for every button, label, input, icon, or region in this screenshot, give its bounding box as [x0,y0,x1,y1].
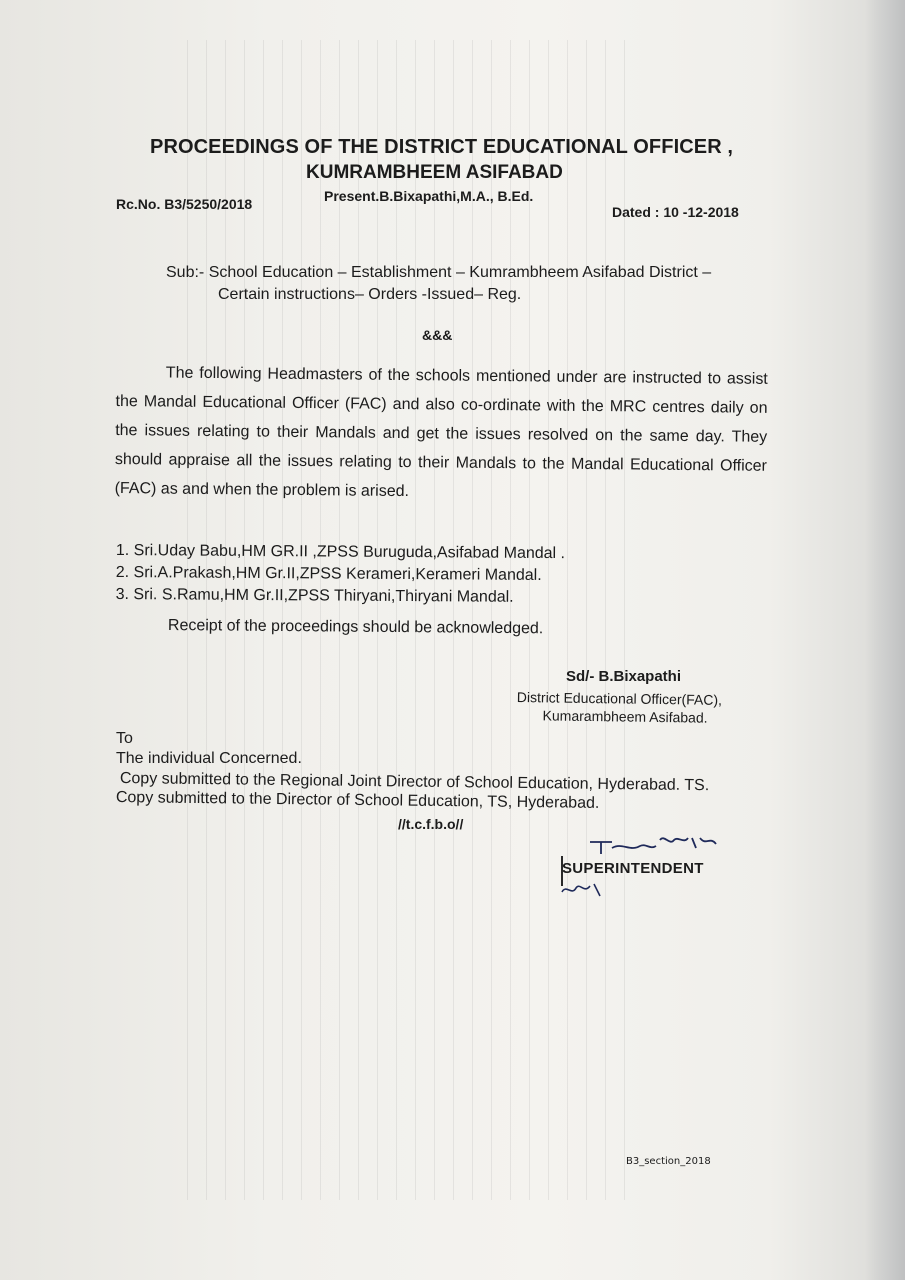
receipt-instruction: Receipt of the proceedings should be acknowledged. [167,617,544,638]
presiding-officer: Present.B.Bixapathi,M.A., B.Ed. [324,188,534,204]
document-date: Dated : 10 -12-2018 [612,204,739,220]
headmaster-list [116,540,566,609]
body-paragraph: The following Headmasters of the schools mentioned under are instructed to assist the Mandal Educational Officer (FAC) and also co-ordinate with the MRC centres daily on the issues relating to their Mandals and get the issues resolved on the same day. They should appraise all the issues relating to their Mandals to the Mandal Educational Officer (FAC) as and when the problem is arised. [114,364,768,501]
designation-place: Kumarambheem Asifabad. [542,707,708,726]
attestation-mark: //t.c.f.b.o// [398,816,464,832]
reference-number: Rc.No. B3/5250/2018 [116,196,253,212]
subject-block [166,262,711,306]
subject-line1: Sub:- School Education – Establishment – Kumrambheem Asifabad District – [166,264,712,281]
list-item: 1. Sri.Uday Babu,HM GR.II ,ZPSS Buruguda,Asifabad Mandal . [115,541,566,563]
recipient: The individual Concerned. [116,750,302,767]
to-label: To [116,730,133,747]
subject-line2: Certain instructions– Orders -Issued– Reg. [218,286,522,303]
list-item: 2. Sri.A.Prakash,HM Gr.II,ZPSS Kerameri,Kerameri Mandal. [115,563,542,584]
document-title-line1: PROCEEDINGS OF THE DISTRICT EDUCATIONAL OFFICER , [150,136,734,158]
footer-code: B3_section_2018 [626,1156,711,1167]
copy-line-1: Copy submitted to the Regional Joint Director of School Education, Hyderabad. TS. [119,770,710,795]
section-separator: &&& [422,327,453,343]
document-title-line2: KUMRAMBHEEM ASIFABAD [306,162,563,183]
designation-line: District Educational Officer(FAC), [516,688,723,708]
page-edge-shadow [865,0,905,1280]
signatory-name: Sd/- B.Bixapathi [566,668,682,685]
superintendent-title: SUPERINTENDENT [562,860,704,877]
signatory-designation [516,688,722,727]
list-item: 3. Sri. S.Ramu,HM Gr.II,ZPSS Thiryani,Thiryani Mandal. [115,585,514,606]
copy-line-2: Copy submitted to the Director of School Education, TS, Hyderabad. [115,789,600,812]
